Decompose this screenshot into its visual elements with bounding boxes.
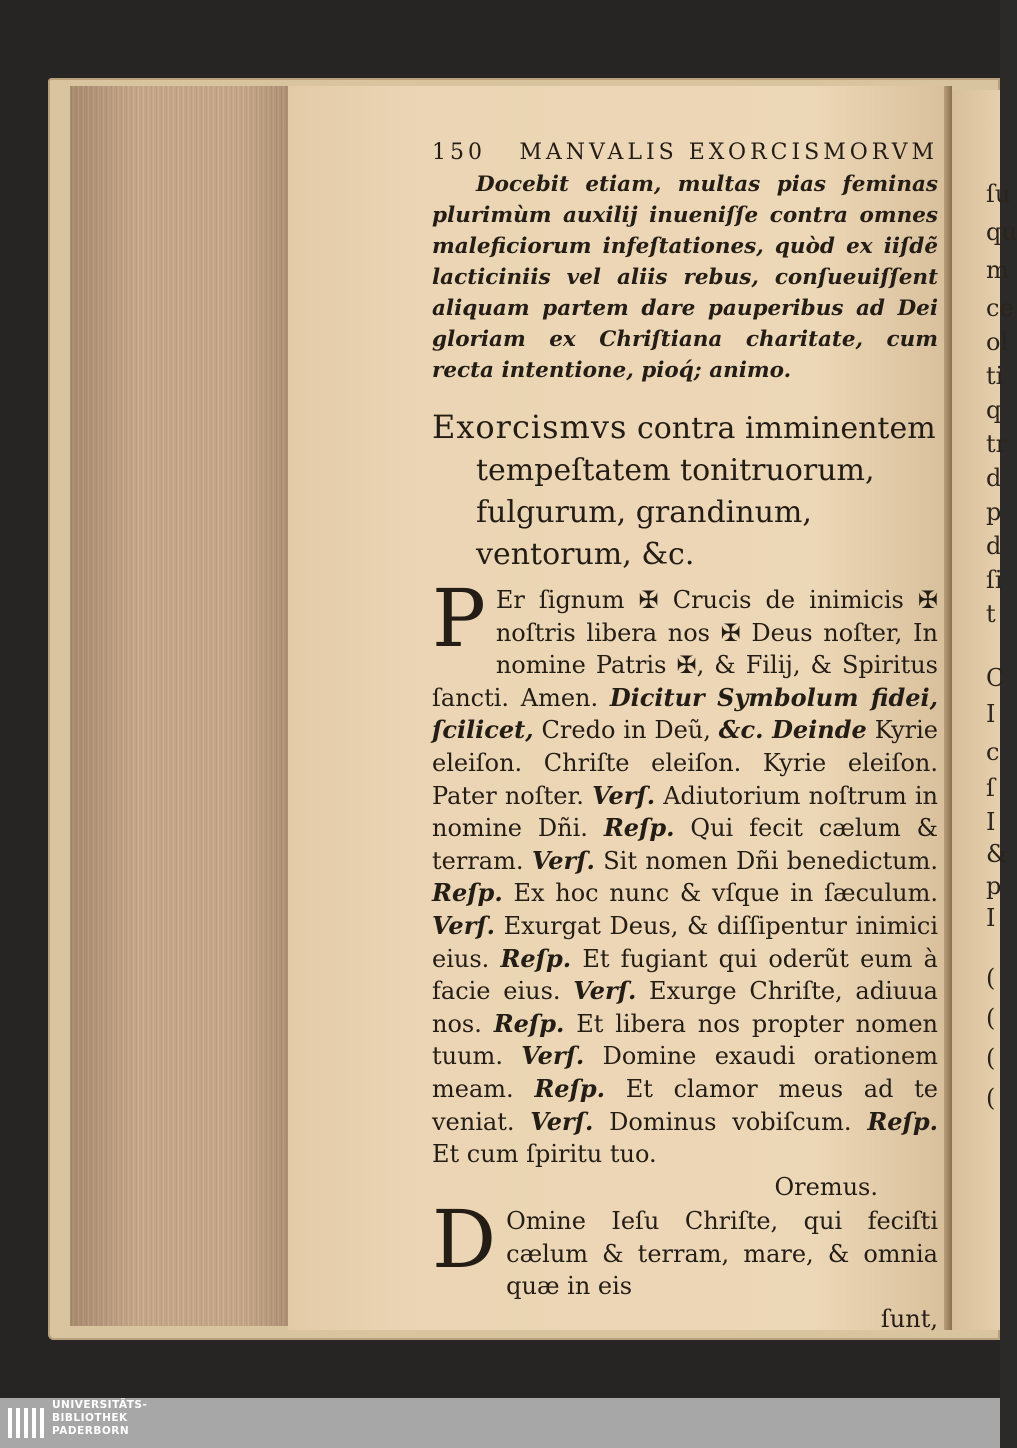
next-page-fragment: p xyxy=(986,498,1002,526)
oremus: Oremus. xyxy=(774,1172,878,1201)
body-text: Et clamor meus ad te veniat. xyxy=(432,1074,938,1136)
rubric-text: Verſ. xyxy=(530,1106,594,1136)
next-page-fragment: ſ xyxy=(986,774,995,802)
rubric-text: Reſp. xyxy=(432,878,503,908)
body-text: Et cum ſpiritu tuo. xyxy=(432,1140,657,1169)
body-text: Et libera nos propter nomen tuum. xyxy=(432,1009,938,1071)
next-page-fragment: ti xyxy=(986,362,1004,390)
prayer-paragraph xyxy=(432,1193,938,1303)
rubric-text: &c. Deinde xyxy=(718,715,867,745)
body-text: Ex hoc nunc & vſque in ſæculum. xyxy=(502,879,938,908)
running-title: MANVALIS EXORCISMORVM xyxy=(519,140,938,165)
dropcap-d: D xyxy=(432,1193,497,1287)
running-head xyxy=(432,140,938,165)
body-text: Exurge Chriſte, adiuua nos. xyxy=(432,977,938,1038)
body-text: Qui fecit cælum & terram. xyxy=(432,814,938,875)
next-page-fragment: d xyxy=(986,532,1002,560)
next-page-fragment: m xyxy=(986,256,1009,284)
body-paragraph xyxy=(432,572,938,1171)
body-text: Adiutorium noſtrum in nomine Dñi. xyxy=(432,781,938,843)
intro-paragraph: Docebit etiam, multas pias feminas plurimùm auxilij inueniſſe contra omnes maleficiorum infeſtationes, quòd ex iiſdẽ lacticiniis vel aliis rebus, conſueuiſſent aliquam partem dare pauperibus ad Dei gloriam ex Chriſtiana charitate, cum recta intentione, pioq́; animo. xyxy=(432,172,938,383)
next-page-fragment: d xyxy=(986,464,1002,492)
rubric-text: Reſp. xyxy=(603,813,675,843)
oremus-line xyxy=(432,1171,938,1204)
rubric-text: Verſ. xyxy=(592,780,656,810)
body-text: Kyrie eleiſon. Chriſte eleiſon. Kyrie eleiſon. Pater noſter. xyxy=(432,716,938,810)
body-text: Er ſignum ✠ Crucis de inimicis ✠ noſtris libera nos ✠ Deus noſter, In nomine Patris ✠, & Filij, & Spiritus ſancti. Amen. xyxy=(432,586,938,712)
next-page-fragment: ſu xyxy=(986,180,1011,208)
body-text: Domine exaudi orationem meam. xyxy=(432,1042,938,1103)
library-name xyxy=(52,1399,147,1438)
next-page-fragment: I xyxy=(986,700,996,728)
next-page-fragment: ( xyxy=(986,1004,996,1032)
next-page-fragment: ſi xyxy=(986,566,1003,594)
library-line-2: BIBLIOTHEK xyxy=(52,1412,128,1424)
next-page-fragment: c xyxy=(986,738,1000,766)
prayer-text: Omine Ieſu Chriſte, qui feciſti cælum & terram, mare, & omnia quæ in eis xyxy=(506,1207,938,1301)
next-page-fragment: ( xyxy=(986,1044,996,1072)
body-text: Et fugiant qui oderũt eum à facie eius. xyxy=(432,944,938,1006)
next-page-fragment: t xyxy=(986,600,996,628)
body-text: Credo in Deũ, xyxy=(533,716,719,745)
next-page-fragment: ce xyxy=(986,294,1014,322)
page-text xyxy=(432,140,938,1335)
next-page-fragment: p xyxy=(986,872,1002,900)
rubric-text: Verſ. xyxy=(521,1041,585,1071)
next-page-edge xyxy=(952,90,1017,1330)
next-page-fragment: ( xyxy=(986,964,996,992)
rubric-text: Reſp. xyxy=(867,1106,938,1136)
rubric-text: Verſ. xyxy=(531,845,595,875)
next-page-fragment: q xyxy=(986,396,1002,424)
heading-first-word: Exorcismvs xyxy=(432,408,628,446)
library-logo-icon xyxy=(4,1402,48,1446)
section-heading xyxy=(432,406,938,576)
next-page-fragment: qu xyxy=(986,218,1017,246)
next-page-fragment: I xyxy=(986,808,996,836)
page-edges-shade xyxy=(70,86,288,1326)
catchword: ſunt, xyxy=(880,1305,938,1334)
library-line-3: PADERBORN xyxy=(52,1425,130,1437)
page-number: 150 xyxy=(432,140,486,165)
next-page-fragment: ol xyxy=(986,328,1009,356)
rubric-text: Verſ. xyxy=(573,976,637,1006)
library-line-1: UNIVERSITÄTS- xyxy=(52,1399,148,1411)
dropcap-p: P xyxy=(432,572,486,665)
body-text: Dominus vobiſcum. xyxy=(593,1107,868,1136)
rubric-text: Reſp. xyxy=(500,943,572,973)
body-text: Sit nomen Dñi benedictum. xyxy=(594,846,938,875)
book-gutter xyxy=(944,86,952,1330)
next-page-fragment: ( xyxy=(986,1084,996,1112)
next-page-fragment: C xyxy=(986,664,1005,692)
rubric-text: Dicitur Symbolum fidei, ſcilicet, xyxy=(432,682,938,745)
rubric-text: Reſp. xyxy=(493,1008,565,1038)
rubric-text: Reſp. xyxy=(534,1073,606,1103)
body-text: Exurgat Deus, & diſſipentur inimici eius. xyxy=(432,911,938,973)
footer-bar xyxy=(0,1398,1000,1448)
next-page-fragment: & xyxy=(986,840,1008,868)
rubric-text: Verſ. xyxy=(432,910,496,940)
heading-rest: contra imminentem tempeſtatem tonitruorum, fulgurum, grandinum, ventorum, &c. xyxy=(476,411,936,572)
next-page-fragment: I xyxy=(986,904,996,932)
next-page-fragment: tr xyxy=(986,430,1008,458)
